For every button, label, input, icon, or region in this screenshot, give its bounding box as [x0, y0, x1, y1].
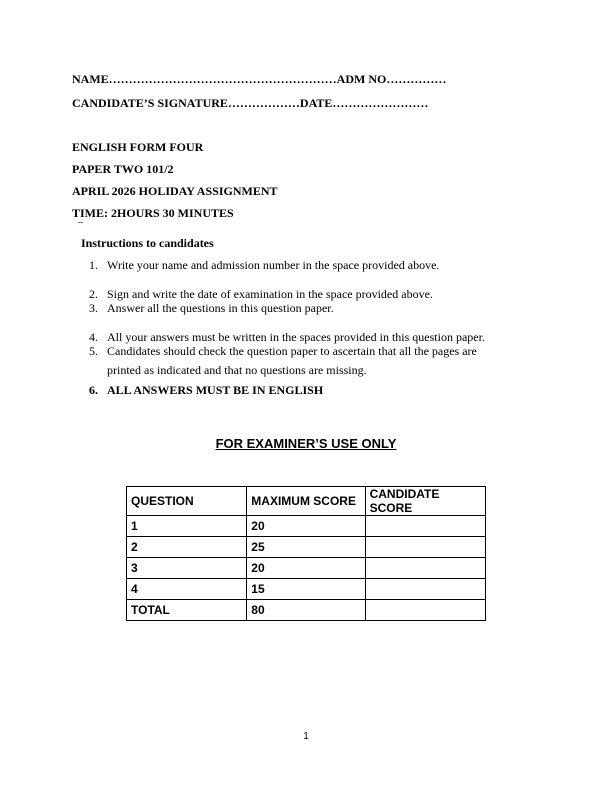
table-row	[127, 537, 486, 558]
max-score-cell: 15	[247, 579, 365, 600]
question-cell: 3	[127, 558, 247, 579]
table-row	[127, 558, 486, 579]
table-header-row	[127, 487, 486, 516]
name-adm-line: NAME…………………………………………………ADM NO……………	[72, 72, 447, 86]
column-header: CANDIDATE SCORE	[365, 487, 485, 516]
instruction-text: Write your name and admission number in the space provided above.	[107, 258, 440, 272]
candidate-score-cell[interactable]	[365, 600, 485, 621]
question-cell: 1	[127, 516, 247, 537]
assignment-title: APRIL 2026 HOLIDAY ASSIGNMENT	[72, 184, 278, 198]
table-row	[127, 516, 486, 537]
candidate-score-cell[interactable]	[365, 558, 485, 579]
column-header: MAXIMUM SCORE	[247, 487, 365, 516]
candidate-score-cell[interactable]	[365, 516, 485, 537]
max-score-cell: 20	[247, 516, 365, 537]
stray-dash: –	[78, 217, 83, 228]
question-cell: 2	[127, 537, 247, 558]
instruction-text: Candidates should check the question paper to ascertain that all the pages are	[107, 344, 477, 358]
max-score-cell: 25	[247, 537, 365, 558]
instruction-number: 2.	[89, 287, 98, 301]
max-score-cell: 20	[247, 558, 365, 579]
table-row-total	[127, 600, 486, 621]
examiner-section-title: FOR EXAMINER’S USE ONLY	[215, 436, 397, 451]
paper-code: PAPER TWO 101/2	[72, 162, 174, 176]
signature-date-line: CANDIDATE’S SIGNATURE………………DATE……………………	[72, 96, 429, 110]
max-score-cell: 80	[247, 600, 365, 621]
instruction-number: 6.	[89, 383, 98, 397]
instruction-text: All your answers must be written in the spaces provided in this question paper.	[107, 330, 485, 344]
table-row	[127, 579, 486, 600]
instruction-number: 4.	[89, 330, 98, 344]
instruction-text: ALL ANSWERS MUST BE IN ENGLISH	[107, 383, 324, 397]
score-table	[126, 486, 486, 621]
instruction-text: Sign and write the date of examination in the space provided above.	[107, 287, 433, 301]
column-header: QUESTION	[127, 487, 247, 516]
instruction-text: Answer all the questions in this question paper.	[107, 301, 334, 315]
question-cell: 4	[127, 579, 247, 600]
candidate-score-cell[interactable]	[365, 537, 485, 558]
candidate-score-cell[interactable]	[365, 579, 485, 600]
instruction-number: 3.	[89, 301, 98, 315]
instruction-text: printed as indicated and that no questions are missing.	[107, 363, 367, 377]
subject-title: ENGLISH FORM FOUR	[72, 140, 204, 154]
instruction-number: 1.	[89, 258, 98, 272]
time-allowed: TIME: 2HOURS 30 MINUTES	[72, 206, 234, 220]
instructions-heading: Instructions to candidates	[81, 236, 214, 250]
page-number: 1	[303, 731, 309, 742]
instruction-number: 5.	[89, 344, 98, 358]
question-cell: TOTAL	[127, 600, 247, 621]
